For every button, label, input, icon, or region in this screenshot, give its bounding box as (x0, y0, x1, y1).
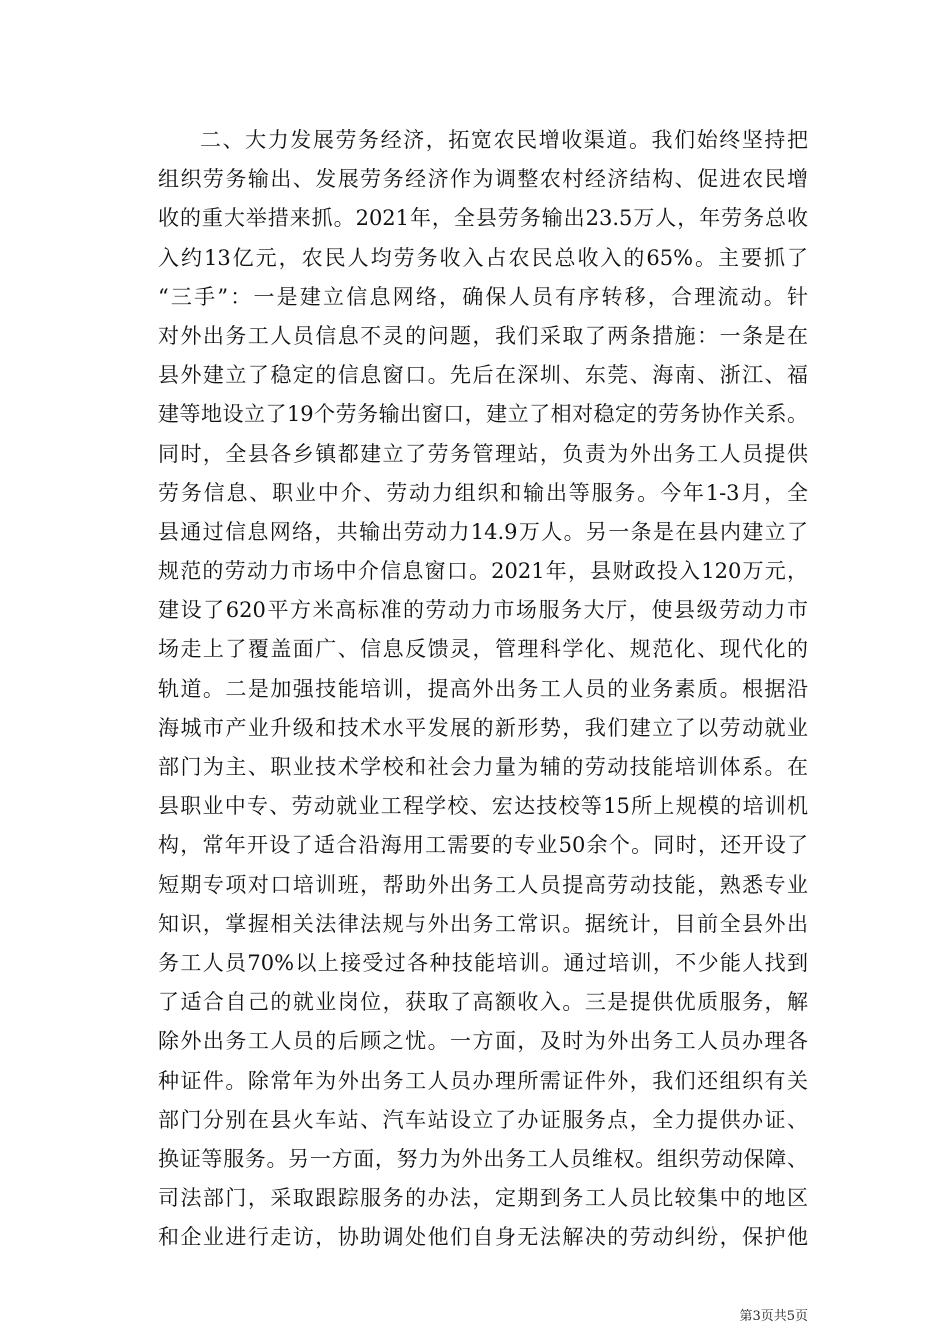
paragraph-line: 县职业中专、劳动就业工程学校、宏达技校等15所上规模的培训机 (158, 794, 808, 819)
paragraph-line: 种证件。除常年为外出务工人员办理所需证件外，我们还组织有关 (158, 1068, 808, 1093)
paragraph-line: 部门为主、职业技术学校和社会力量为辅的劳动技能培训体系。在 (158, 755, 808, 779)
paragraph-line: 除外出务工人员的后顾之忧。一方面，及时为外出务工人员办理各 (158, 1029, 808, 1054)
paragraph-line: 构，常年开设了适合沿海用工需要的专业50余个。同时，还开设了 (158, 833, 808, 858)
paragraph-line: 收的重大举措来抓。2021年，全县劳务输出23.5万人，年劳务总收 (158, 206, 808, 231)
paragraph-line: 了适合自己的就业岗位，获取了高额收入。三是提供优质服务，解 (158, 990, 808, 1015)
paragraph-line: “三手”：一是建立信息网络，确保人员有序转移，合理流动。针 (158, 284, 808, 309)
paragraph-line: 建设了620平方米高标准的劳动力市场服务大厅，使县级劳动力市 (158, 598, 808, 623)
paragraph-line: 县外建立了稳定的信息窗口。先后在深圳、东莞、海南、浙江、福 (158, 363, 808, 388)
paragraph-line: 轨道。二是加强技能培训，提高外出务工人员的业务素质。根据沿 (158, 676, 808, 701)
paragraph-line: 换证等服务。另一方面，努力为外出务工人员维权。组织劳动保障、 (158, 1146, 808, 1171)
paragraph-line: 二、大力发展劳务经济，拓宽农民增收渠道。我们始终坚持把 (200, 128, 808, 152)
paragraph-line: 部门分别在县火车站、汽车站设立了办证服务点，全力提供办证、 (158, 1107, 808, 1132)
paragraph-line: 组织劳务输出、发展劳务经济作为调整农村经济结构、促进农民增 (158, 167, 808, 192)
paragraph-line: 建等地设立了19个劳务输出窗口，建立了相对稳定的劳务协作关系。 (158, 402, 808, 427)
paragraph-line: 劳务信息、职业中介、劳动力组织和输出等服务。今年1-3月，全 (158, 480, 808, 505)
paragraph-line: 县通过信息网络，共输出劳动力14.9万人。另一条是在县内建立了 (158, 519, 808, 544)
paragraph-line: 和企业进行走访，协助调处他们自身无法解决的劳动纠纷，保护他 (158, 1225, 808, 1250)
paragraph-line: 海城市产业升级和技术水平发展的新形势，我们建立了以劳动就业 (158, 715, 808, 740)
page-number: 第3页共5页 (739, 1309, 808, 1324)
paragraph-line: 规范的劳动力市场中介信息窗口。2021年，县财政投入120万元， (158, 559, 808, 584)
paragraph-line: 场走上了覆盖面广、信息反馈灵，管理科学化、规范化、现代化的 (158, 637, 808, 662)
paragraph-line: 入约13亿元，农民人均劳务收入占农民总收入的65%。主要抓了 (158, 245, 808, 270)
paragraph-line: 务工人员70%以上接受过各种技能培训。通过培训，不少能人找到 (158, 950, 808, 975)
paragraph-line: 短期专项对口培训班，帮助外出务工人员提高劳动技能，熟悉专业 (158, 872, 808, 897)
paragraph-line: 同时，全县各乡镇都建立了劳务管理站，负责为外出务工人员提供 (158, 441, 808, 466)
paragraph-line: 对外出务工人员信息不灵的问题，我们采取了两条措施：一条是在 (158, 323, 808, 348)
paragraph-line: 知识，掌握相关法律法规与外出务工常识。据统计，目前全县外出 (158, 911, 808, 936)
body-text (158, 121, 808, 1257)
paragraph-line: 司法部门，采取跟踪服务的办法，定期到务工人员比较集中的地区 (158, 1186, 808, 1211)
